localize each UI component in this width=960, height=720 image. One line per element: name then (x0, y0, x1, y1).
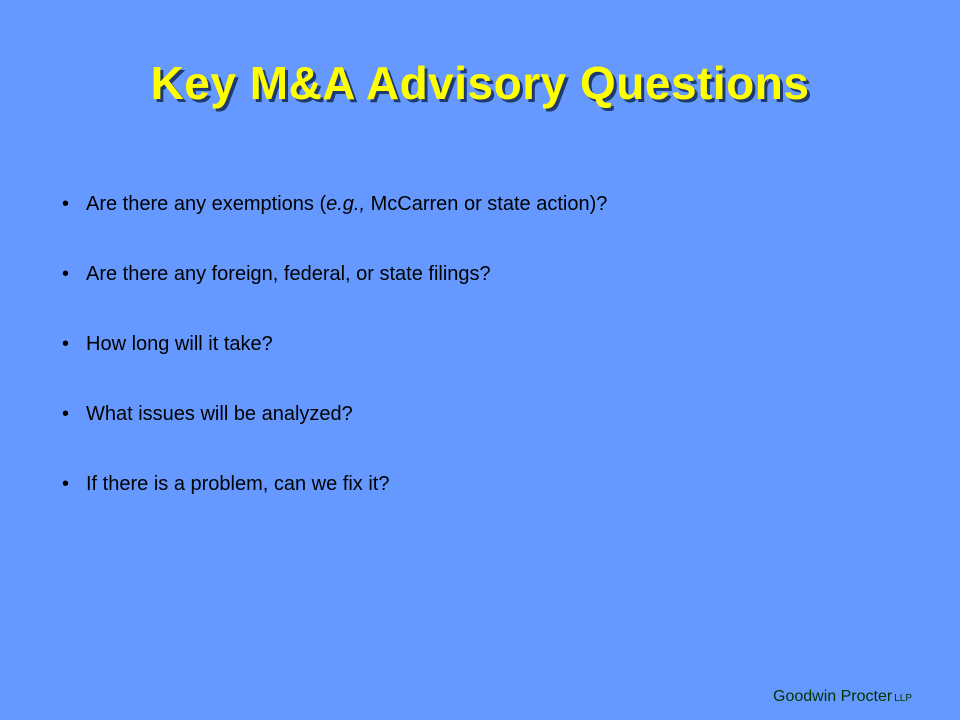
bullet-text-suffix: McCarren or state action)? (365, 193, 608, 215)
footer-firm: Goodwin Procter (773, 688, 893, 705)
slide-title: Key M&A Advisory Questions (150, 57, 810, 109)
bullet-text: If there is a problem, can we fix it? (86, 473, 390, 495)
bullet-marker: • (62, 193, 70, 215)
bullet-text-prefix: Are there any exemptions ( (86, 193, 327, 215)
bullet-list (62, 186, 922, 536)
bullet-marker: • (62, 473, 70, 495)
bullet-text: What issues will be analyzed? (86, 403, 353, 425)
bullet-text-italic: e.g., (326, 193, 366, 215)
bullet-marker: • (62, 263, 70, 285)
bullet-text: Are there any foreign, federal, or state filings? (86, 263, 491, 285)
bullet-marker: • (62, 333, 70, 355)
bullet-item (62, 466, 922, 536)
footer-llp: LLP (894, 693, 912, 704)
bullet-marker: • (62, 403, 70, 425)
bullet-text: How long will it take? (86, 333, 273, 355)
bullet-text (86, 186, 607, 222)
footer-firm-name (773, 688, 912, 706)
bullet-item (62, 326, 922, 396)
bullet-item (62, 186, 922, 256)
bullet-item (62, 396, 922, 466)
bullet-item (62, 256, 922, 326)
